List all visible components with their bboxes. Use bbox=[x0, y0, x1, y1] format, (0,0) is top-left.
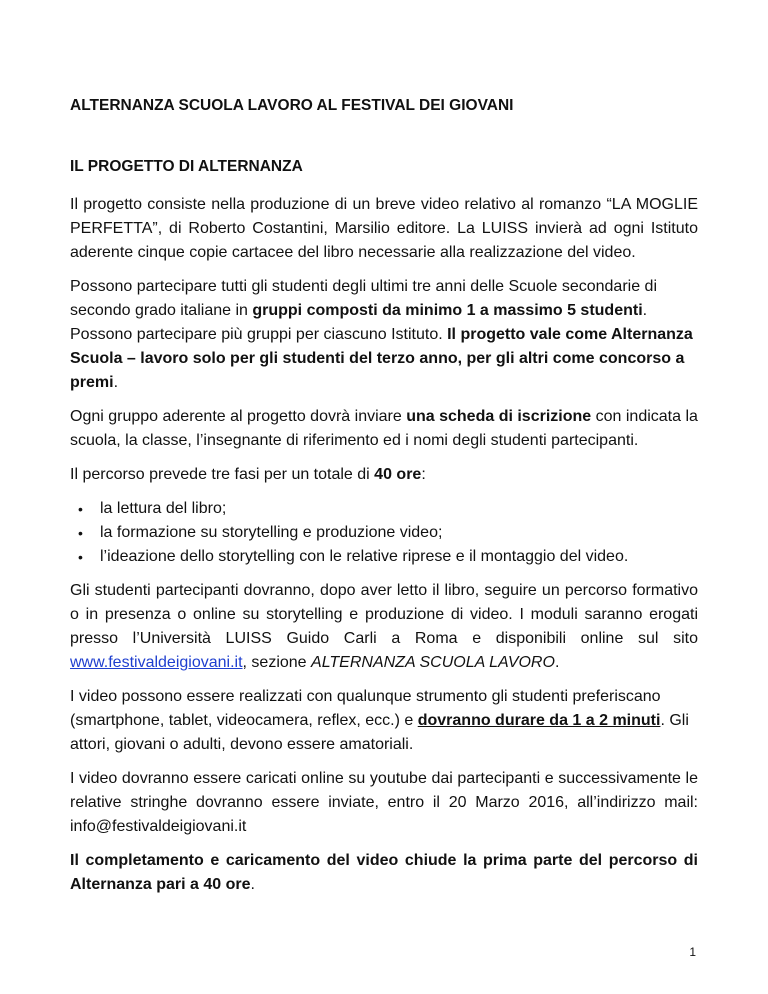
list-item bbox=[78, 521, 698, 545]
paragraph-project-description: Il progetto consiste nella produzione di un breve video relativo al romanzo “LA MOGLIE PERFETTA”, di Roberto Costantini, Marsilio editore. La LUISS invierà ad ogni Istituto aderente cinque copie cartacee del libro necessarie alla realizzazione del video. bbox=[70, 196, 698, 261]
paragraph-phases bbox=[70, 463, 698, 487]
training-section-name: ALTERNANZA SCUOLA LAVORO bbox=[311, 654, 555, 671]
participants-alternanza-note: Il progetto vale come Alternanza Scuola – lavoro solo per gli studenti del terzo anno, per gli altri come concorso a premi bbox=[70, 326, 693, 391]
video-text-2: . Gli attori, giovani o adulti, devono essere amatoriali. bbox=[70, 712, 689, 753]
list-item bbox=[78, 497, 698, 521]
paragraph-completion bbox=[70, 849, 698, 897]
video-text-1: I video possono essere realizzati con qualunque strumento gli studenti preferiscano (smartphone, tablet, videocamera, reflex, ecc.) e bbox=[70, 688, 661, 729]
paragraph-upload-instructions: I video dovranno essere caricati online su youtube dai partecipanti e successivamente le relative stringhe dovranno essere inviate, entro il 20 Marzo 2016, all’indirizzo mail: info@festivaldeigiovani.it bbox=[70, 770, 698, 835]
festival-website-link[interactable]: www.festivaldeigiovani.it bbox=[70, 654, 243, 671]
section-heading: IL PROGETTO DI ALTERNANZA bbox=[70, 158, 303, 175]
registration-form: una scheda di iscrizione bbox=[406, 408, 592, 425]
training-text-2: , sezione bbox=[242, 654, 312, 671]
list-item-text: la lettura del libro; bbox=[100, 500, 227, 517]
registration-text-2: con indicata la scuola, la classe, l’insegnante di riferimento ed i nomi degli studenti partecipanti. bbox=[70, 408, 698, 449]
phases-text-2: : bbox=[421, 466, 426, 483]
list-item-text: l’ideazione dello storytelling con le relative riprese e il montaggio del video. bbox=[100, 548, 629, 565]
paragraph-training bbox=[70, 579, 698, 675]
paragraph-video-requirements bbox=[70, 685, 698, 757]
completion-statement: Il completamento e caricamento del video chiude la prima parte del percorso di Alternanza pari a 40 ore bbox=[70, 852, 698, 893]
bullet-icon: • bbox=[78, 525, 83, 541]
training-text-1: Gli studenti partecipanti dovranno, dopo aver letto il libro, seguire un percorso formativo o in presenza o online su storytelling e produzione di video. I moduli saranno erogati presso l’Università LUISS Guido Carli a Roma e disponibili online sul sito bbox=[70, 582, 698, 647]
list-item-text: la formazione su storytelling e produzione video; bbox=[100, 524, 443, 541]
paragraph-registration bbox=[70, 405, 698, 453]
training-text-3: . bbox=[554, 654, 560, 671]
video-duration: dovranno durare da 1 a 2 minuti bbox=[417, 712, 661, 729]
participants-text-2: . Possono partecipare più gruppi per ciascuno Istituto. bbox=[70, 302, 648, 343]
phases-hours: 40 ore bbox=[374, 466, 422, 483]
completion-text-1: . bbox=[250, 876, 255, 893]
list-item bbox=[78, 545, 698, 569]
participants-text-1: Possono partecipare tutti gli studenti degli ultimi tre anni delle Scuole secondarie di secondo grado italiane in bbox=[70, 278, 658, 319]
bullet-icon: • bbox=[78, 549, 83, 565]
document-title: ALTERNANZA SCUOLA LAVORO AL FESTIVAL DEI GIOVANI bbox=[70, 97, 514, 114]
registration-text-1: Ogni gruppo aderente al progetto dovrà inviare bbox=[70, 408, 407, 425]
participants-group-size: gruppi composti da minimo 1 a massimo 5 studenti bbox=[252, 302, 643, 319]
phases-text-1: Il percorso prevede tre fasi per un totale di bbox=[70, 466, 375, 483]
paragraph-participants bbox=[70, 275, 698, 395]
page-number: 1 bbox=[689, 945, 696, 959]
phases-list bbox=[70, 497, 698, 569]
participants-text-3: . bbox=[113, 374, 119, 391]
document-body bbox=[70, 94, 698, 907]
bullet-icon: • bbox=[78, 501, 83, 517]
